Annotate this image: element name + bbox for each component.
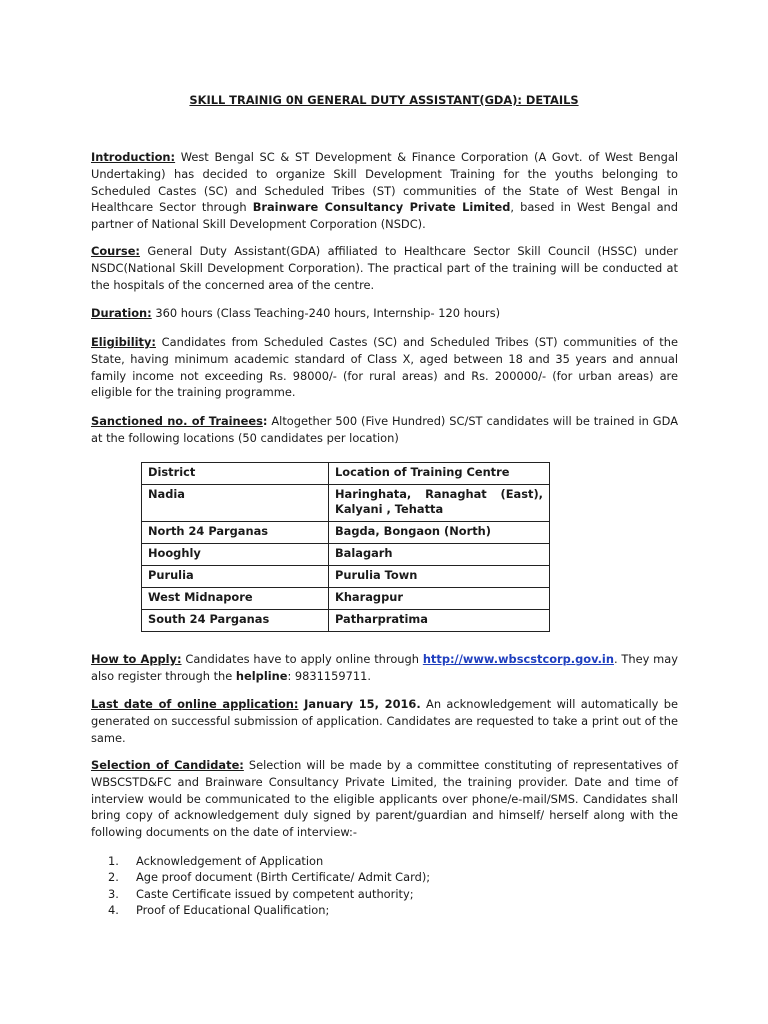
course-label: Course: — [91, 244, 140, 258]
district-cell: Hooghly — [142, 544, 329, 566]
location-cell: Purulia Town — [329, 566, 550, 588]
selection-text: Selection will be made by a committee constituting of representatives of WBSCSTD&FC and Brainware Consultancy Private Limited, the training provider. Date and time of interview would be communicated to the eligible applicants over phone/e-mail/SMS. Candidates shall bring copy of acknowledgement duly signed by parent/guardian and himself/ herself along with the following documents on the date of interview:- — [91, 758, 678, 840]
selection-paragraph — [91, 757, 678, 841]
how-to-apply-text: Candidates have to apply online through — [181, 652, 423, 666]
how-to-apply-paragraph — [91, 651, 678, 685]
selection-label: Selection of Candidate: — [91, 758, 244, 772]
duration-label: Duration: — [91, 306, 152, 320]
course-paragraph — [91, 243, 678, 293]
how-to-apply-text-2: . They may also register through the — [91, 652, 678, 683]
helpline-number: : 9831159711. — [287, 668, 372, 683]
sanctioned-label: Sanctioned no. of Trainees — [91, 414, 263, 428]
district-cell: West Midnapore — [142, 588, 329, 610]
provider-name: Brainware Consultancy Private Limited — [252, 200, 511, 215]
location-cell: Patharpratima — [329, 610, 550, 632]
sanctioned-text: Altogether 500 (Five Hundred) SC/ST candidates will be trained in GDA at the following locations (50 candidates per location) — [91, 414, 678, 445]
table-row — [142, 485, 550, 522]
last-date-paragraph — [91, 696, 678, 746]
introduction-label: Introduction: — [91, 150, 176, 164]
locations-table — [141, 462, 550, 632]
sanctioned-colon: : — [262, 414, 268, 428]
location-cell: Haringhata, Ranaghat (East), Kalyani , Tehatta — [329, 485, 550, 522]
course-text: General Duty Assistant(GDA) affiliated to Healthcare Sector Skill Council (HSSC) under NSDC(National Skill Development Corporation). The practical part of the training will be conducted at the hospitals of the concerned area of the centre. — [91, 244, 678, 292]
how-to-apply-label: How to Apply: — [91, 652, 182, 666]
list-item — [108, 902, 430, 918]
list-number: 3. — [108, 886, 119, 901]
table-row — [142, 566, 550, 588]
introduction-text-end: , based in West Bengal and partner of National Skill Development Corporation (NSDC). — [91, 200, 678, 232]
list-item — [108, 869, 430, 885]
eligibility-paragraph — [91, 334, 678, 401]
list-text: Proof of Educational Qualification; — [136, 903, 330, 918]
list-text: Acknowledgement of Application — [136, 854, 324, 868]
page-title: SKILL TRAINIG 0N GENERAL DUTY ASSISTANT(GDA): DETAILS — [189, 93, 579, 107]
district-cell: North 24 Parganas — [142, 522, 329, 544]
list-text: Caste Certificate issued by competent authority; — [136, 886, 414, 901]
list-number: 2. — [108, 870, 119, 885]
table-row — [142, 610, 550, 632]
table-row — [142, 588, 550, 610]
table-row — [142, 522, 550, 544]
list-item — [108, 886, 430, 902]
location-cell: Bagda, Bongaon (North) — [329, 522, 550, 544]
district-cell: South 24 Parganas — [142, 610, 329, 632]
eligibility-text: Candidates from Scheduled Castes (SC) and Scheduled Tribes (ST) communities of the State, having minimum academic standard of Class X, aged between 18 and 35 years and annual family income not exceeding Rs. 98000/- (for rural areas) and Rs. 200000/- (for urban areas) are eligible for the training programme. — [91, 335, 678, 400]
district-cell: Nadia — [142, 485, 329, 522]
list-number: 1. — [108, 854, 119, 868]
last-date-label: Last date of online application: — [91, 697, 299, 711]
duration-text: 360 hours (Class Teaching-240 hours, Internship- 120 hours) — [151, 306, 501, 320]
helpline-label: helpline — [235, 668, 288, 683]
list-item — [108, 853, 430, 869]
location-cell: Balagarh — [329, 544, 550, 566]
header-location: Location of Training Centre — [329, 463, 550, 485]
application-website-link[interactable]: http://www.wbscstcorp.gov.in — [422, 652, 614, 666]
eligibility-label: Eligibility: — [91, 335, 156, 349]
table-header-row — [142, 463, 550, 485]
location-cell: Kharagpur — [329, 588, 550, 610]
introduction-text: West Bengal SC & ST Development & Finance Corporation (A Govt. of West Bengal Undertaking) has decided to organize Skill Development Training for the youths belonging to Scheduled Castes (SC) and Scheduled Tribes (ST) communities of the State of West Bengal in Healthcare Sector through — [91, 150, 678, 215]
list-text: Age proof document (Birth Certificate/ Admit Card); — [136, 870, 431, 885]
list-number: 4. — [108, 903, 119, 918]
table-row — [142, 544, 550, 566]
last-date-text: An acknowledgement will automatically be generated on successful submission of application. Candidates are requested to take a print out of the same. — [91, 697, 679, 745]
header-district: District — [142, 463, 329, 485]
duration-paragraph — [91, 305, 678, 322]
last-date-value: January 15, 2016. — [298, 697, 421, 711]
required-documents-list — [108, 853, 430, 919]
sanctioned-paragraph — [91, 413, 678, 447]
district-cell: Purulia — [142, 566, 329, 588]
introduction-paragraph — [91, 149, 678, 233]
